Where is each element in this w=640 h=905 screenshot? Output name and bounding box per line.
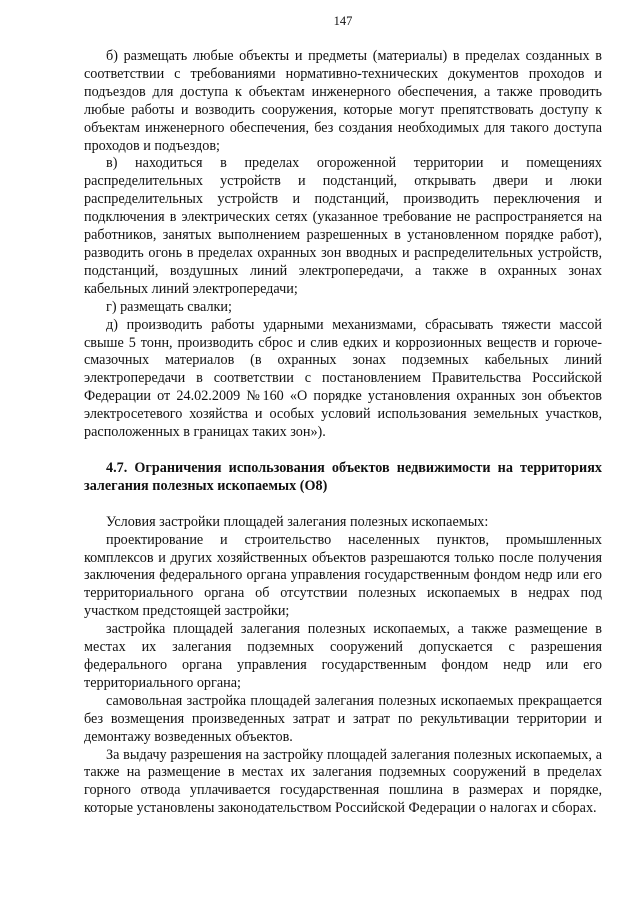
paragraph-item-b: б) размещать любые объекты и предметы (материалы) в пределах созданных в соответствии с требованиями нормативно-технических документов проходов и подъездов для доступа к объектам инженерного обеспечения, а также проводить любые работы и возводить сооружения, которые могут препятствовать доступу к объектам инженерного обеспечения, без создания необходимых для такого доступа проходов и подъездов; <box>84 48 602 154</box>
paragraph-conditions-intro: Условия застройки площадей залегания полезных ископаемых: <box>106 513 489 530</box>
page-number: 147 <box>333 14 353 28</box>
paragraph-state-fee: За выдачу разрешения на застройку площадей залегания полезных ископаемых, а также на размещение в местах их залегания подземных сооружений в пределах горного отвода уплачивается государственная пошлина в размерах и порядке, которые установлены законодательством Российской Федерации о налогах и сборах. <box>84 746 602 817</box>
paragraph-design-construction: проектирование и строительство населенных пунктов, промышленных комплексов и других хозяйственных объектов разрешаются только после получения заключения федерального органа управления государственным фондом недр или его территориального органа об отсутствии полезных ископаемых в недрах под участком предстоящей застройки; <box>84 531 602 620</box>
paragraph-item-d: д) производить работы ударными механизмами, сбрасывать тяжести массой свыше 5 тонн, производить сброс и слив едких и коррозионных веществ и горюче-смазочных материалов (в охранных зонах подземных кабельных линий электропередачи в соответствии с постановлением Правительства Российской Федерации от 24.02.2009 №160 «О порядке установления охранных зон объектов электросетевого хозяйства и особых условий использования земельных участков, расположенных в границах таких зон»). <box>84 316 602 441</box>
paragraph-item-g: г) размещать свалки; <box>106 298 232 315</box>
paragraph-development-permit: застройка площадей залегания полезных ископаемых, а также размещение в местах их залегания подземных сооружений допускается с разрешения федерального органа управления государственным фондом недр или его территориального органа; <box>84 621 602 691</box>
paragraph-unauthorized-development: самовольная застройка площадей залегания полезных ископаемых прекращается без возмещения произведенных затрат и затрат по рекультивации территории и демонтажу возведенных объектов. <box>84 692 602 745</box>
section-heading: 4.7. Ограничения использования объектов недвижимости на территориях залегания полезных ископаемых (О8) <box>84 459 602 494</box>
paragraph-item-v: в) находиться в пределах огороженной территории и помещениях распределительных устройств и подстанций, открывать двери и люки распределительных устройств и подстанций, производить переключения и подключения в электрических сетях (указанное требование не распространяется на работников, занятых выполнением разрешенных в установленном порядке работ), разводить огонь в пределах охранных зон вводных и распределительных устройств, подстанций, воздушных линий электропередачи, а также в охранных зонах кабельных линий электропередачи; <box>84 155 602 297</box>
